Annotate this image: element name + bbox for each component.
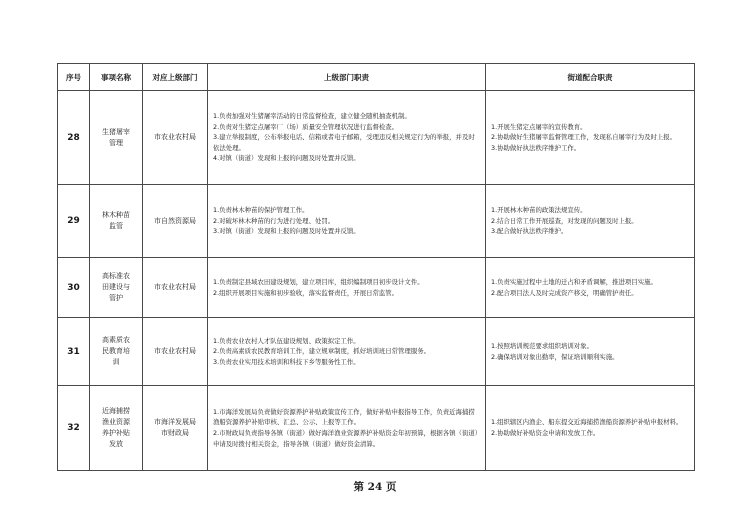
row-number: 30 (58, 258, 90, 318)
superior-duties-line: 1.负责加强对生猪屠宰活动的日常监督检查，建立健全随机抽查机制。 (213, 112, 411, 121)
page-number: 第 24 页 (353, 481, 397, 493)
superior-duties (208, 386, 486, 471)
header-superior-duties: 上级部门职责 (208, 64, 486, 91)
header-dept: 对应上级部门 (143, 64, 208, 91)
superior-dept (143, 91, 208, 185)
row-number: 28 (58, 91, 90, 185)
item-name-line: 高素质农 (102, 336, 130, 344)
row-number: 31 (58, 318, 90, 386)
superior-duties-line: 1.负责农业农村人才队伍建设规划、政策拟定工作。 (213, 336, 360, 345)
superior-duties-line: 4.对镇（街道）发现和上报的问题及时处置并反馈。 (213, 154, 360, 163)
superior-duties-line: 2.负责对生猪定点屠宰厂（场）质量安全管理状况进行监督检查。 (213, 122, 399, 131)
superior-duties-line: 3.负责农业实用技术培训和科技下乡等服务性工作。 (213, 357, 360, 366)
item-name-line: 林木种苗 (102, 211, 130, 219)
superior-dept (143, 318, 208, 386)
item-name-line: 训 (112, 358, 120, 366)
header-street-duties: 街道配合职责 (486, 64, 695, 91)
item-name-line: 养护补贴 (102, 429, 130, 437)
table-row (58, 318, 695, 386)
item-name (90, 386, 143, 471)
superior-dept-line: 市农业农村局 (154, 133, 196, 141)
table-row (58, 386, 695, 471)
table-row (58, 91, 695, 185)
superior-duties-line: 3.建立举报制度，公布举报电话、信箱或者电子邮箱，受理违反相关规定行为的举报，并及时依法处理。 (213, 133, 475, 152)
table-header-row (58, 64, 695, 91)
superior-duties-line: 3.对镇（街道）发现和上报的问题及时处置并反馈。 (213, 227, 360, 236)
row-number: 29 (58, 185, 90, 258)
street-duties-line: 2.确保培训对象出勤率，保证培训顺利实施。 (491, 352, 619, 361)
item-name (90, 318, 143, 386)
item-name-line: 渔业资源 (102, 418, 130, 426)
item-name-line: 管理 (109, 138, 123, 147)
superior-duties-line: 1.负责林木种苗的保护管理工作。 (213, 206, 309, 215)
superior-dept-line: 市自然资源局 (154, 216, 196, 225)
superior-duties-line: 2.对破坏林木种苗的行为进行处理、处罚。 (213, 216, 335, 225)
street-duties (486, 91, 695, 185)
street-duties-line: 1.按照培训规范要求组织培训对象。 (491, 341, 593, 350)
superior-duties-line: 2.组织开展项目实施和初步验收，落实监督责任，开展日常监管。 (213, 288, 399, 297)
superior-duties-line: 1.市海洋发展局负责做好资源养护补贴政策宣传工作，做好补贴申报指导工作，负责近海捕捞渔船资源养护补贴审核、汇总、公示、上报等工作。 (213, 407, 475, 427)
header-no: 序号 (58, 64, 90, 91)
street-duties-line: 1.开展林木种苗的政策法规宣传。 (491, 206, 587, 215)
superior-dept (143, 386, 208, 471)
superior-dept-line: 市农业农村局 (154, 347, 196, 355)
superior-duties-line: 1.负责制定县域农田建设规划，建立项目库，组织编制项目初步设计文件。 (213, 277, 424, 286)
item-name-line: 生猪屠宰 (102, 127, 130, 136)
table-row (58, 258, 695, 318)
superior-dept-line: 市财政局 (161, 429, 189, 437)
row-number: 32 (58, 386, 90, 471)
street-duties-line: 2.协助做好补贴资金申请和发放工作。 (491, 429, 600, 437)
street-duties-line: 3.协助做好执法秩序维护工作。 (491, 143, 581, 152)
superior-duties-line: 2.负责高素质农民教育培训工作，建立规章制度，抓好培训班日常管理服务。 (213, 347, 430, 356)
superior-duties (208, 318, 486, 386)
street-duties (486, 185, 695, 258)
street-duties-line: 2.结合日常工作开展巡查，对发现的问题及时上报。 (491, 216, 638, 225)
superior-dept-line: 市农业农村局 (154, 283, 196, 291)
item-name-line: 发放 (109, 440, 123, 448)
header-item: 事项名称 (90, 64, 143, 91)
item-name-line: 近海捕捞 (102, 407, 130, 415)
item-name (90, 91, 143, 185)
table-row (58, 185, 695, 258)
street-duties (486, 258, 695, 318)
item-name-line: 民教育培 (102, 347, 130, 355)
superior-dept-line: 市海洋发展局 (154, 418, 196, 426)
street-duties-line: 1.组织辖区内渔企、船东提交近海捕捞渔船资源养护补贴申报材料。 (491, 418, 683, 427)
duty-table (57, 63, 695, 471)
street-duties (486, 318, 695, 386)
street-duties-line: 1.开展生猪定点屠宰的宣传教育。 (491, 122, 587, 131)
street-duties-line: 2.配合项目法人及时完成资产移交，明确管护责任。 (491, 288, 638, 297)
item-name-line: 高标准农 (102, 272, 130, 280)
superior-duties-line: 2.市财政局负责指导各镇（街道）做好海洋渔业资源养护补贴资金年初预算，根据各镇（街道）申请及时拨付相关资金，指导各镇（街道）做好资金清算。 (213, 429, 478, 448)
item-name-line: 监管 (109, 222, 123, 230)
superior-duties (208, 91, 486, 185)
superior-duties (208, 258, 486, 318)
street-duties-line: 3.配合做好执法秩序维护。 (491, 227, 568, 236)
superior-duties (208, 185, 486, 258)
item-name (90, 258, 143, 318)
item-name (90, 185, 143, 258)
superior-dept (143, 185, 208, 258)
table-body (58, 91, 695, 471)
superior-dept (143, 258, 208, 318)
item-name-line: 田建设与 (102, 283, 130, 291)
street-duties (486, 386, 695, 471)
street-duties-line: 1.负责实施过程中土地的迁占和矛盾调解，推进项目实施。 (491, 277, 657, 286)
street-duties-line: 2.协助做好生猪屠宰监督管理工作，发现私自屠宰行为及时上报。 (491, 133, 677, 142)
item-name-line: 管护 (109, 294, 123, 302)
